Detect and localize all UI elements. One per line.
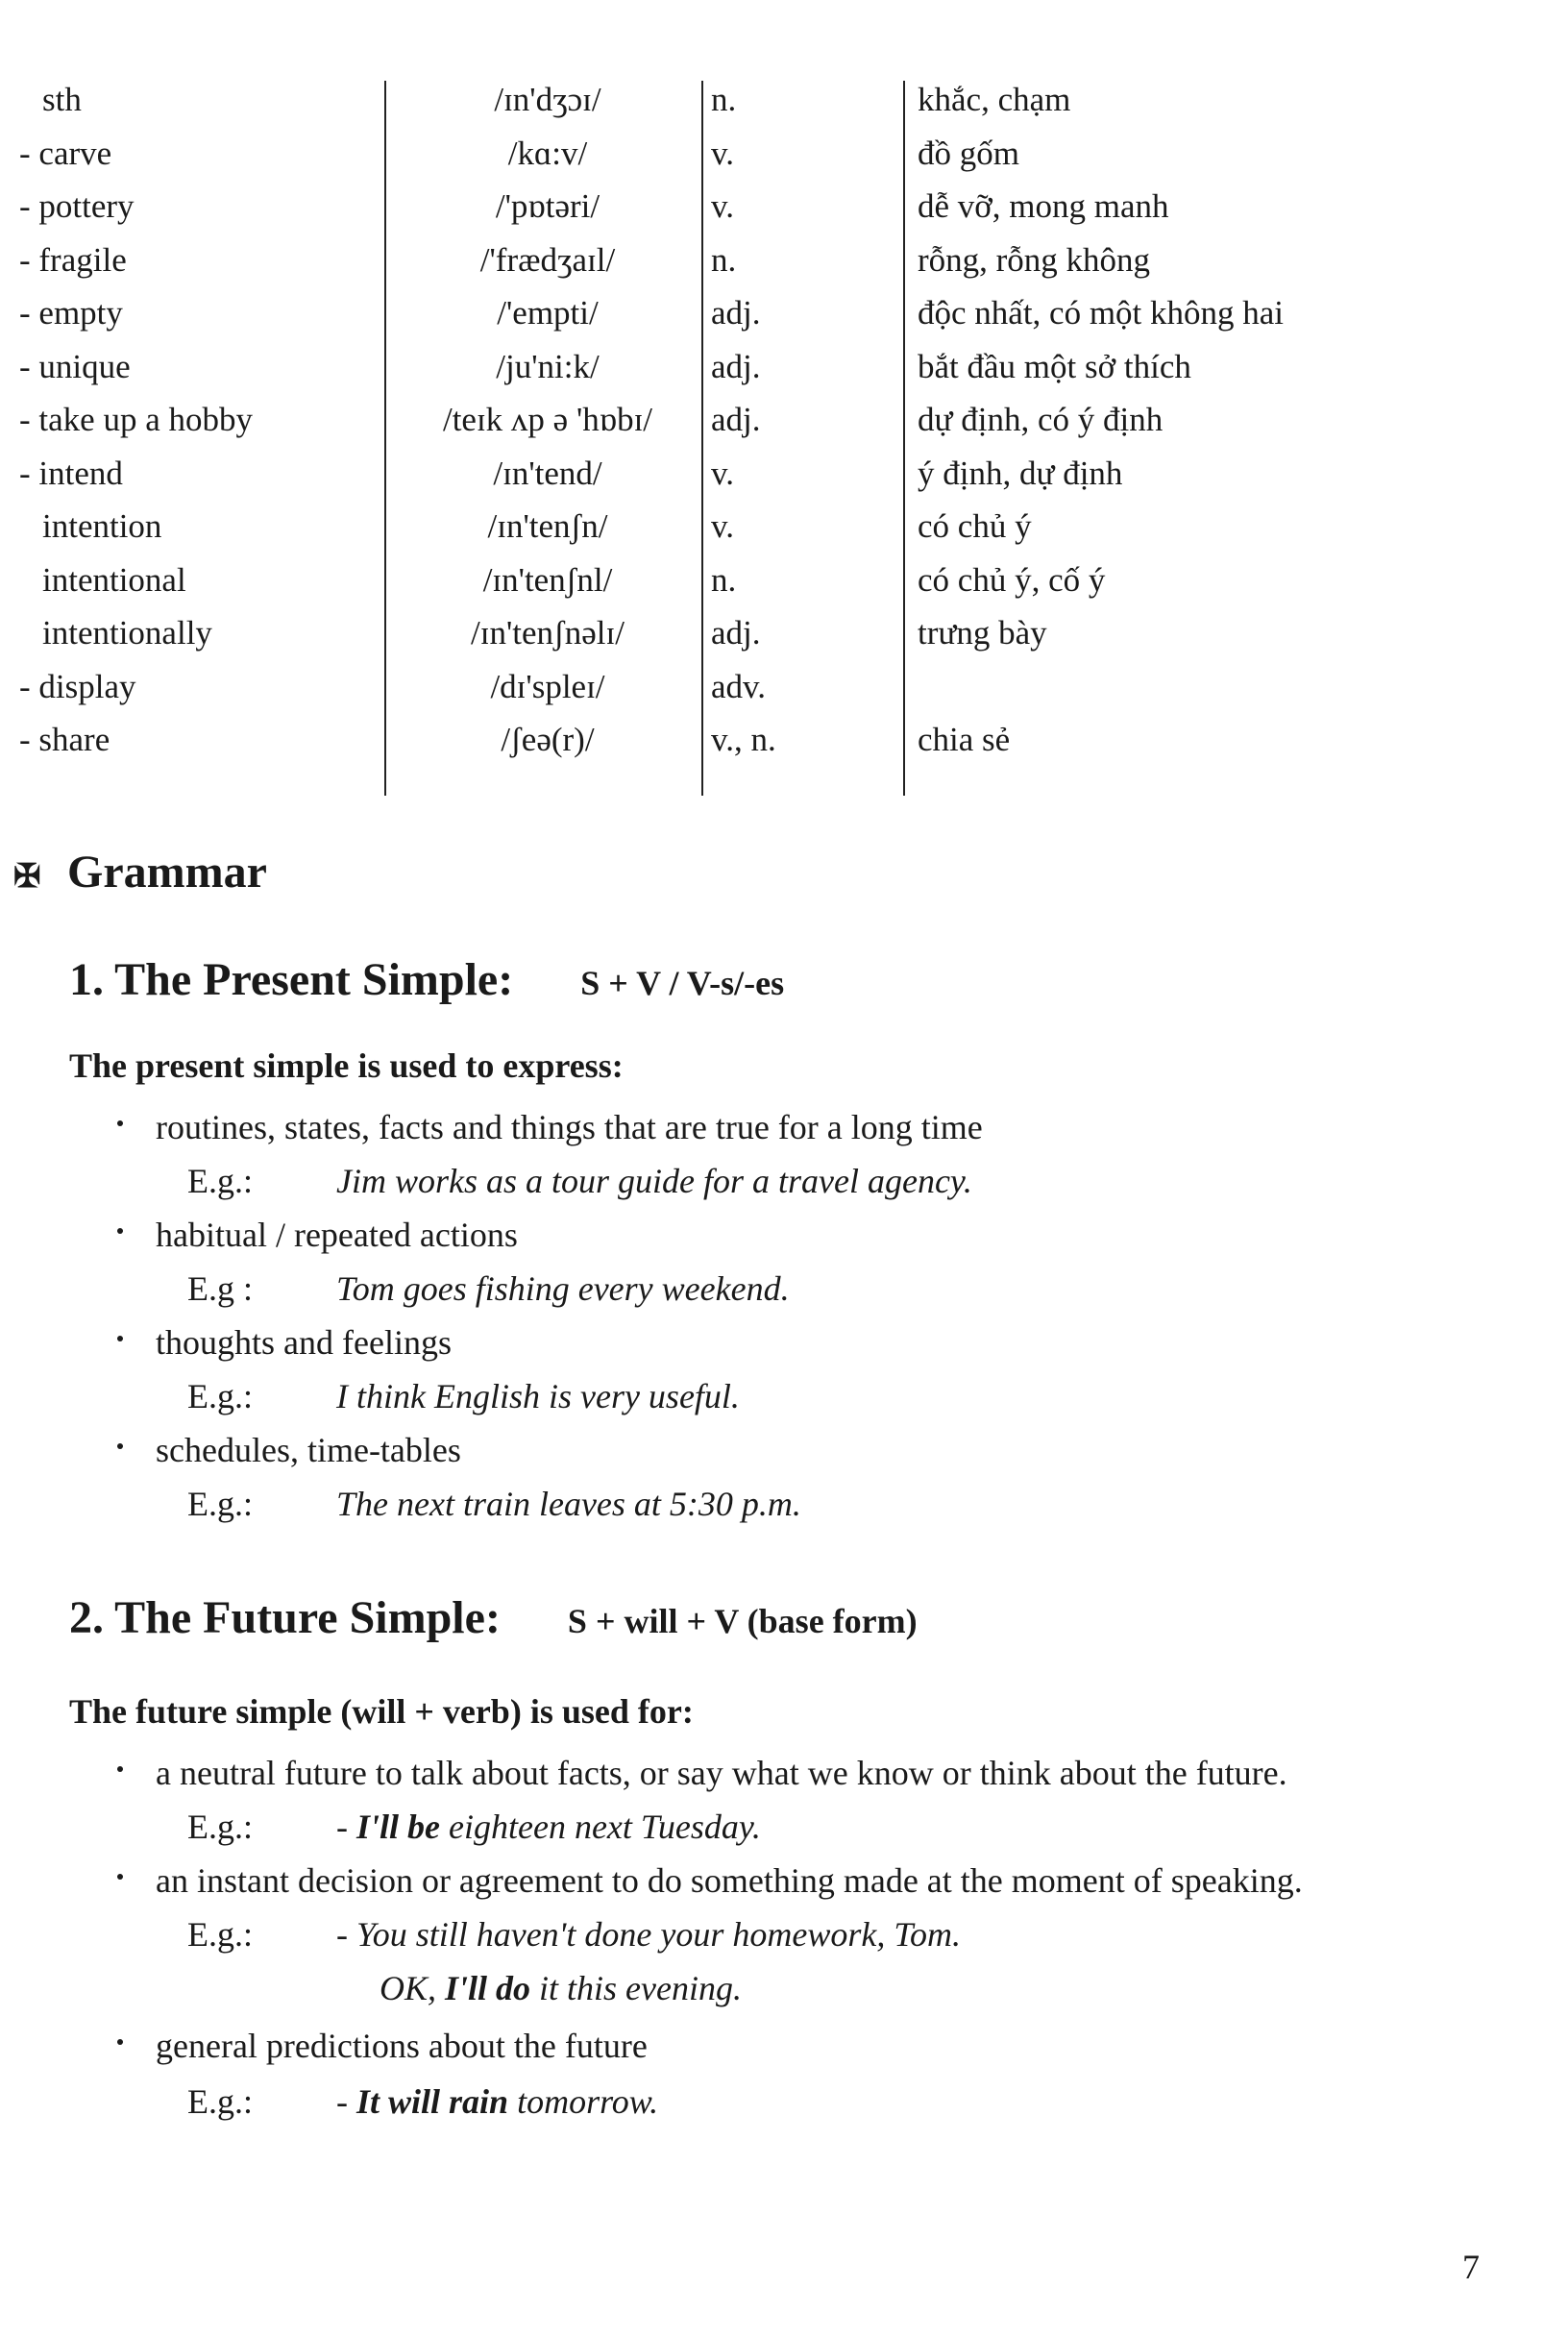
example-text [336, 1807, 761, 1847]
bullet-icon [117, 1228, 123, 1234]
vocab-word: sth [42, 81, 82, 118]
vocab-part-of-speech: v. [711, 187, 734, 225]
vocab-part-of-speech: adj. [711, 401, 761, 438]
vocab-word: - carve [19, 135, 112, 172]
vocab-part-of-speech: v. [711, 455, 734, 492]
vocab-pronunciation: /ɪn'tend/ [493, 455, 602, 492]
example-prefix: - [336, 1808, 356, 1846]
vocab-part-of-speech: adv. [711, 668, 767, 705]
example-emphasis: I'll do [445, 1969, 531, 2007]
present-simple-intro: The present simple is used to express: [69, 1046, 624, 1085]
vocab-word: - pottery [19, 187, 135, 225]
example-label: E.g.: [187, 1915, 253, 1954]
example-text: - You still haven't done your homework, Tom. [336, 1915, 962, 1954]
list-item-text: general predictions about the future [156, 2027, 648, 2065]
example-text: Jim works as a tour guide for a travel agency. [336, 1162, 972, 1200]
table-row [19, 135, 1403, 188]
bullet-icon [117, 1874, 123, 1880]
list-item-text: schedules, time-tables [156, 1431, 461, 1469]
example-prefix: OK, [380, 1969, 446, 2007]
vocab-part-of-speech: adj. [711, 294, 761, 332]
future-simple-formula: S + will + V (base form) [567, 1602, 918, 1640]
list-item-text: an instant decision or agreement to do something made at the moment of speaking. [156, 1861, 1303, 1900]
example-label: E.g.: [187, 2082, 253, 2121]
list-item-text: a neutral future to talk about facts, or say what we know or think about the future. [156, 1754, 1287, 1792]
present-simple-formula: S + V / V-s/-es [580, 964, 785, 1002]
vocab-word: - display [19, 668, 136, 705]
vocab-part-of-speech: adj. [711, 348, 761, 385]
example-emphasis: It will rain [356, 2082, 509, 2121]
vocab-pronunciation: /'empti/ [497, 294, 599, 332]
vocab-word: - intend [19, 455, 123, 492]
section-title-text: 2. The Future Simple: [69, 1592, 501, 1643]
table-row [19, 721, 1403, 775]
list-item-text: habitual / repeated actions [156, 1216, 518, 1254]
example-label: E.g : [187, 1269, 253, 1308]
table-row [19, 348, 1403, 402]
example-text [380, 1968, 742, 2008]
vocab-meaning: ý định, dự định [918, 455, 1123, 492]
vocab-pronunciation: /dɪ'spleɪ/ [490, 668, 605, 705]
vocab-part-of-speech: n. [711, 81, 737, 118]
example-text [336, 2081, 658, 2122]
table-row [19, 455, 1403, 508]
bullet-icon [117, 1766, 123, 1772]
vocab-part-of-speech: v. [711, 135, 734, 172]
vocab-pronunciation: /'pɒtəri/ [495, 187, 600, 225]
vocab-word: - empty [19, 294, 123, 332]
bullet-icon [117, 2039, 123, 2045]
example-rest: tomorrow. [508, 2082, 659, 2121]
vocab-meaning: dự định, có ý định [918, 401, 1164, 438]
present-simple-title [69, 953, 784, 1006]
grammar-heading [13, 846, 267, 898]
example-label: E.g.: [187, 1162, 253, 1200]
cross-pattee-icon: ✠ [13, 858, 41, 895]
vocab-meaning: rỗng, rỗng không [918, 241, 1151, 279]
vocab-pronunciation: /ɪn'tenʃnl/ [482, 561, 613, 599]
vocab-word: - unique [19, 348, 131, 385]
vocab-word: - share [19, 721, 110, 758]
example-rest: it this evening. [530, 1969, 742, 2007]
vocab-part-of-speech: v. [711, 507, 734, 545]
vocab-word: intentional [42, 561, 186, 599]
vocab-part-of-speech: v., n. [711, 721, 776, 758]
vocab-meaning: bắt đầu một sở thích [918, 348, 1191, 385]
future-simple-title [69, 1591, 918, 1644]
example-rest: eighteen next Tuesday. [440, 1808, 761, 1846]
bullet-icon [117, 1336, 123, 1341]
example-emphasis: I'll be [356, 1808, 440, 1846]
example-text: I think English is very useful. [336, 1377, 740, 1415]
vocab-pronunciation: /ɪn'tenʃn/ [487, 507, 608, 545]
vocab-pronunciation: /ɪn'tenʃnəlɪ/ [471, 614, 625, 652]
vocab-word: intentionally [42, 614, 212, 652]
table-row [19, 614, 1403, 668]
list-item-text: thoughts and feelings [156, 1323, 452, 1362]
vocab-meaning: khắc, chạm [918, 81, 1071, 118]
example-label: E.g.: [187, 1377, 253, 1415]
vocab-pronunciation: /ɪn'dʒɔɪ/ [494, 81, 601, 118]
vocab-pronunciation: /ju'ni:k/ [496, 348, 600, 385]
table-row [19, 668, 1403, 722]
page-number: 7 [1462, 2248, 1480, 2286]
vocab-meaning: có chủ ý, cố ý [918, 561, 1106, 599]
vocab-word: - fragile [19, 241, 127, 279]
example-text: The next train leaves at 5:30 p.m. [336, 1485, 801, 1523]
vocab-meaning: có chủ ý [918, 507, 1032, 545]
vocab-pronunciation: /ʃeə(r)/ [501, 721, 595, 758]
list-item-text: routines, states, facts and things that are true for a long time [156, 1108, 983, 1146]
table-row [19, 507, 1403, 561]
vocab-meaning: dễ vỡ, mong manh [918, 187, 1169, 225]
table-row [19, 294, 1403, 348]
bullet-icon [117, 1443, 123, 1449]
vocabulary-table [19, 81, 1403, 796]
bullet-icon [117, 1120, 123, 1126]
vocab-part-of-speech: n. [711, 561, 737, 599]
vocab-meaning: độc nhất, có một không hai [918, 294, 1285, 332]
vocab-part-of-speech: n. [711, 241, 737, 279]
vocab-meaning: trưng bày [918, 614, 1047, 652]
example-label: E.g.: [187, 1808, 253, 1846]
example-prefix: - [336, 2082, 356, 2121]
example-label: E.g.: [187, 1485, 253, 1523]
vocab-pronunciation: /'frædʒaɪl/ [479, 241, 616, 279]
future-simple-intro: The future simple (will + verb) is used for: [69, 1692, 694, 1731]
vocab-word: - take up a hobby [19, 401, 253, 438]
vocab-part-of-speech: adj. [711, 614, 761, 652]
section-title-text: 1. The Present Simple: [69, 954, 514, 1005]
table-row [19, 81, 1403, 135]
table-row [19, 401, 1403, 455]
table-row [19, 561, 1403, 615]
table-row [19, 187, 1403, 241]
vocab-meaning: đồ gốm [918, 135, 1019, 172]
vocab-word: intention [42, 507, 162, 545]
vocab-meaning: chia sẻ [918, 721, 1011, 758]
table-row [19, 241, 1403, 295]
vocab-pronunciation: /teɪk ʌp ə 'hɒbɪ/ [442, 401, 653, 438]
vocab-pronunciation: /kɑ:v/ [507, 135, 588, 172]
example-text: Tom goes fishing every weekend. [336, 1269, 790, 1308]
grammar-heading-text: Grammar [67, 847, 267, 898]
